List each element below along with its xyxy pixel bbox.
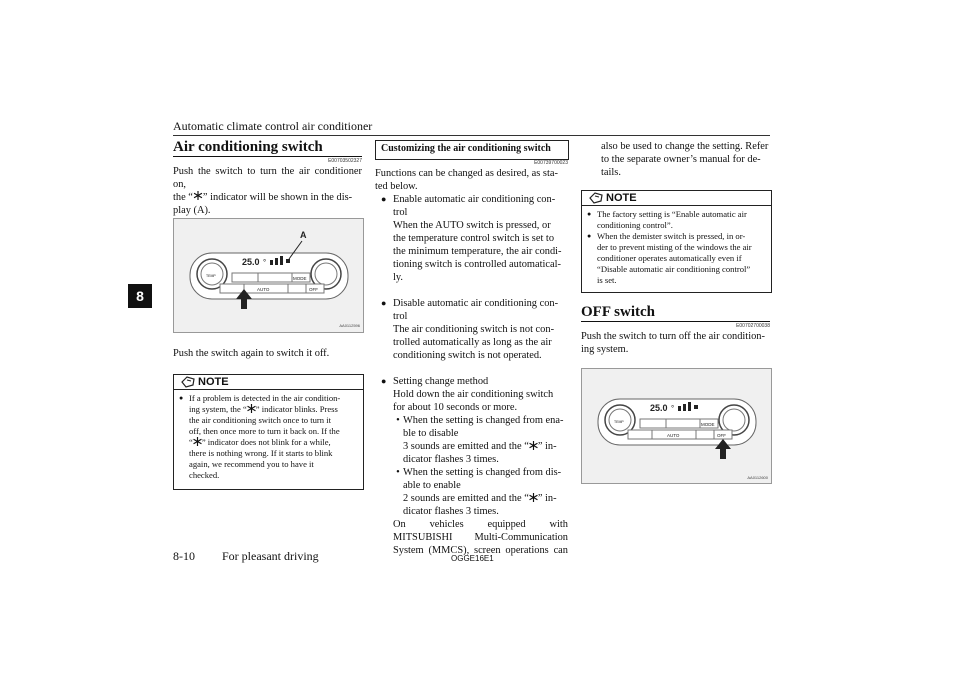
note-label: NOTE [198, 376, 229, 388]
svg-text:MODE: MODE [701, 422, 715, 427]
note-line: checked. [189, 470, 220, 480]
svg-text:TEMP: TEMP [206, 274, 216, 278]
svg-text:OFF: OFF [309, 287, 318, 292]
para-switch-off: Push the switch again to switch it off. [173, 348, 330, 359]
callout-a: A [300, 230, 307, 240]
svg-text:MODE: MODE [293, 276, 307, 281]
list-item-disable: ● Disable automatic air conditioning con- trol The air conditioning switch is not con- trolled automatically as long as the air conditioning switch is not operated. [381, 298, 559, 361]
note-hand-icon [589, 192, 603, 204]
chapter-tab: 8 [128, 284, 152, 308]
section-code: E00702700038 [736, 323, 770, 329]
note-label: NOTE [606, 192, 637, 204]
continued-paragraph: also be used to change the setting. Refer to the separate owner’s manual for de- tails. [601, 141, 769, 178]
note-line: ing system, the “ ” indicator blinks. Press [189, 404, 338, 414]
note-hand-icon [181, 376, 195, 388]
note-header [582, 191, 771, 206]
list-item-setting-change: ● Setting change method Hold down the air conditioning switch for about 10 seconds or more. • When the setting is changed from ena- ble to disable 3 sounds are emitted and the “ ” in- dicator flashes 3 times. • When the setting is changed from dis- able to enable 2 sounds are emitted and the “ ” in- dicator flashes 3 times. On vehicles equipped with MITSUBISHI Multi-Communication System (MMCS), screen operations can [381, 376, 568, 556]
heading-air-conditioning-switch: Air conditioning switch [173, 139, 323, 155]
list-item-enable: ● Enable automatic air conditioning con- trol When the AUTO switch is pressed, or the temperature control switch is set to the minimum temperature, the air condi- tioning switch is controlled automatical- ly. [381, 194, 562, 283]
heading-underline [581, 321, 770, 322]
snowflake-icon [247, 404, 256, 413]
heading-customizing: Customizing the air conditioning switch [375, 140, 569, 160]
note-line: the air conditioning switch once to turn it [189, 415, 332, 425]
heading-underline [173, 156, 362, 157]
para-line: Functions can be changed as desired, as sta- [375, 168, 558, 179]
sub-item-disable-to-enable: • When the setting is changed from dis- able to enable 2 sounds are emitted and the “ ” in- dicator flashes 3 times. [396, 467, 562, 517]
note-line: again, we recommend you to have it [189, 459, 314, 469]
snowflake-icon [529, 493, 538, 502]
climate-panel-illustration [174, 219, 363, 332]
svg-text:°: ° [263, 258, 267, 267]
figure-id: AA0112600 [747, 475, 768, 480]
para-line-with-icon: the “ ” indicator will be shown in the dis- [173, 192, 353, 203]
temp-display: 25.0 [242, 257, 260, 267]
figure-climate-panel-a [173, 218, 364, 333]
para-line: ted below. [375, 181, 418, 192]
temp-display: 25.0 [650, 403, 668, 413]
figure-id: AA0112596 [339, 323, 360, 328]
customizing-body [375, 167, 568, 557]
intro-paragraph [173, 165, 362, 217]
page-number: 8-10 [173, 549, 195, 563]
section-code: E00703502327 [328, 158, 362, 164]
off-switch-paragraph: Push the switch to turn off the air condition- ing system. [581, 331, 765, 355]
header-rule [173, 135, 770, 136]
svg-text:AUTO: AUTO [257, 287, 270, 292]
note-line: off, then once more to turn it back on. If the [189, 426, 340, 436]
svg-text:TEMP: TEMP [614, 420, 624, 424]
note-box-col3 [581, 190, 772, 293]
footer-section: For pleasant driving [222, 549, 319, 563]
note-item: ● The factory setting is “Enable automatic air conditioning control”. [587, 209, 747, 230]
snowflake-icon [193, 437, 202, 446]
note-content [582, 206, 771, 289]
para-line: MITSUBISHI Multi-Communication [393, 532, 568, 543]
climate-panel-illustration [582, 369, 771, 483]
svg-text:AUTO: AUTO [667, 433, 680, 438]
heading-off-switch: OFF switch [581, 304, 656, 320]
running-header: Automatic climate control air conditioner [173, 119, 373, 133]
note-line: “ ” indicator does not blink for a while, [189, 437, 331, 447]
note-content [174, 390, 363, 484]
para-line: System (MMCS), screen operations can [393, 545, 568, 556]
para-line: play (A). [173, 205, 211, 216]
snowflake-icon [193, 191, 203, 200]
note-header [174, 375, 363, 390]
section-code: E00739700023 [534, 160, 568, 166]
note-item: ● When the demister switch is pressed, in or- der to prevent misting of the windows the air conditioner operates automatically even if “Disable automatic air conditioning control” is set. [587, 231, 752, 285]
para-line: Push the switch to turn the air conditioner on, [173, 166, 362, 190]
snowflake-icon [529, 441, 538, 450]
sub-item-enable-to-disable: • When the setting is changed from ena- ble to disable 3 sounds are emitted and the “ ” in- dicator flashes 3 times. [396, 415, 564, 465]
bullet: ● [179, 394, 184, 402]
footer-code: OGGE16E1 [451, 554, 494, 563]
figure-climate-panel-off [581, 368, 772, 484]
svg-text:°: ° [671, 404, 675, 413]
ac-indicator [286, 259, 290, 263]
para-line: On vehicles equipped with [393, 519, 568, 530]
note-line: there is nothing wrong. If it starts to blink [189, 448, 333, 458]
note-line: If a problem is detected in the air condition- [189, 393, 341, 403]
note-box-col1 [173, 374, 364, 490]
svg-text:OFF: OFF [717, 433, 726, 438]
